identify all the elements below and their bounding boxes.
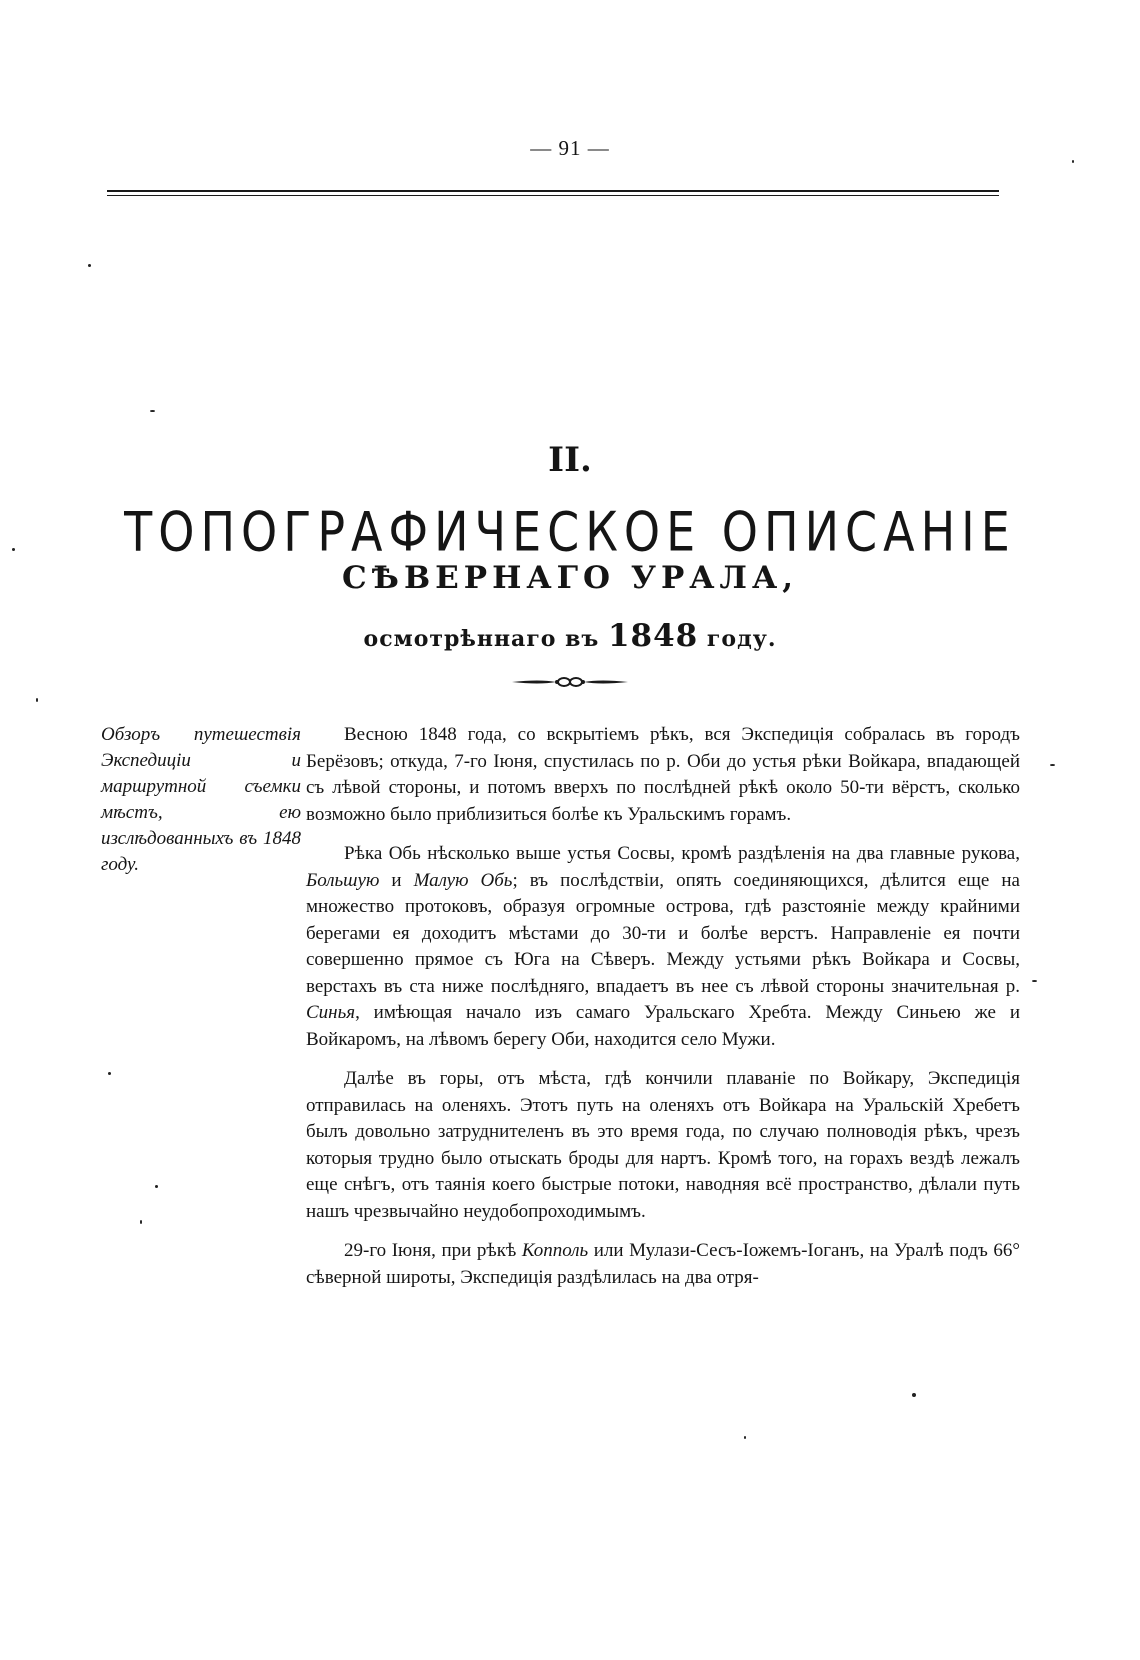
river-name-malaya-ob: Малую Обь	[413, 869, 513, 891]
river-name-koppol: Копполь	[521, 1240, 589, 1261]
section-number: II.	[548, 440, 592, 480]
subtitle-year: 1848	[607, 618, 699, 654]
scan-speck	[150, 410, 155, 412]
subtitle-suffix: году.	[706, 626, 777, 652]
chapter-subtitle: СѢВЕРНАГО УРАЛА,	[341, 560, 798, 596]
river-name-bolshaya: Большую	[306, 869, 380, 891]
paragraph-4: 29-го Іюня, при рѣкѣ Копполь или Мулази-Сесъ-Іожемъ-Іоганъ, на Уралѣ подъ 66° сѣверной широты, Экспедиція раздѣлилась на два отря-	[306, 1240, 1021, 1288]
chapter-title: ТОПОГРАФИЧЕСКОЕ ОПИСАНІЕ	[124, 500, 1016, 564]
header-rule-thin	[107, 195, 999, 196]
scan-speck	[1072, 160, 1074, 163]
ornament-divider-icon	[510, 672, 630, 692]
body-text	[306, 722, 1020, 1304]
river-name-sinya: Синья	[306, 1002, 356, 1023]
scan-speck	[12, 548, 15, 551]
scan-speck	[36, 698, 38, 702]
paragraph-3: Далѣе въ горы, отъ мѣста, гдѣ кончили плаваніе по Войкару, Экспедиція отправилась на оленяхъ. Этотъ путь на оленяхъ отъ Войкара на Уральскій Хребетъ былъ довольно затруднителенъ въ это время года, по случаю полноводія рѣкъ, чрезъ которыя трудно было отыскать броды для нартъ. Кромѣ того, на горахъ вездѣ лежалъ еще снѣгъ, отъ таянія коего быстрые потоки, наводняя всё пространство, дѣлали путь нашъ чрезвычайно неудобопроходимымъ.	[306, 1068, 1020, 1222]
scan-speck	[1050, 764, 1055, 766]
paragraph-2: Рѣка Обь нѣсколько выше устья Сосвы, кромѣ раздѣленія на два главные рукова, Большую и Малую Обь; въ послѣдствіи, опять соединяющихся, дѣлится еще на множество протоковъ, образуя огромные острова, гдѣ разстояніе между крайними берегами ея доходитъ мѣстами до 30-ти и болѣе верстъ. Направленіе ея почти совершенно прямое съ Юга на Сѣверъ. Между устьями рѣкъ Войкара и Сосвы, верстахъ въ ста ниже послѣдняго, впадаетъ въ нее съ лѣвой стороны значительная р. Синья, имѣющая начало изъ самаго Уральскаго Хребта. Между Синьею же и Войкаромъ, на лѣвомъ берегу Оби, находится село Мужи.	[306, 843, 1020, 1050]
header-rule-thick	[107, 190, 999, 192]
scan-speck	[155, 1185, 158, 1188]
chapter-subtitle-year-line	[0, 618, 1140, 654]
scan-speck	[140, 1220, 142, 1224]
margin-note: Обзоръ путешествія Экспедиціи и маршрутной съемки мѣстъ, ею изслѣдованныхъ въ 1848 году.	[101, 724, 301, 875]
page-number: — 91 —	[530, 136, 610, 160]
scan-speck	[88, 264, 91, 267]
subtitle-prefix: осмотрѣннаго въ	[363, 626, 600, 652]
scan-speck	[912, 1393, 916, 1397]
scan-speck	[744, 1436, 746, 1439]
scan-speck	[1032, 980, 1037, 982]
title-ornament	[0, 672, 1140, 692]
paragraph-1: Весною 1848 года, со вскрытіемъ рѣкъ, вся Экспедиція собралась въ городъ Берёзовъ; откуда, 7-го Іюня, спустилась по р. Оби до устья рѣки Войкара, впадающей съ лѣвой стороны, и потомъ вверхъ по послѣдней рѣкѣ около 50-ти вёрстъ, сколько возможно было приблизиться болѣе къ Уральскимъ горамъ.	[306, 724, 1020, 825]
scan-speck	[108, 1072, 111, 1075]
